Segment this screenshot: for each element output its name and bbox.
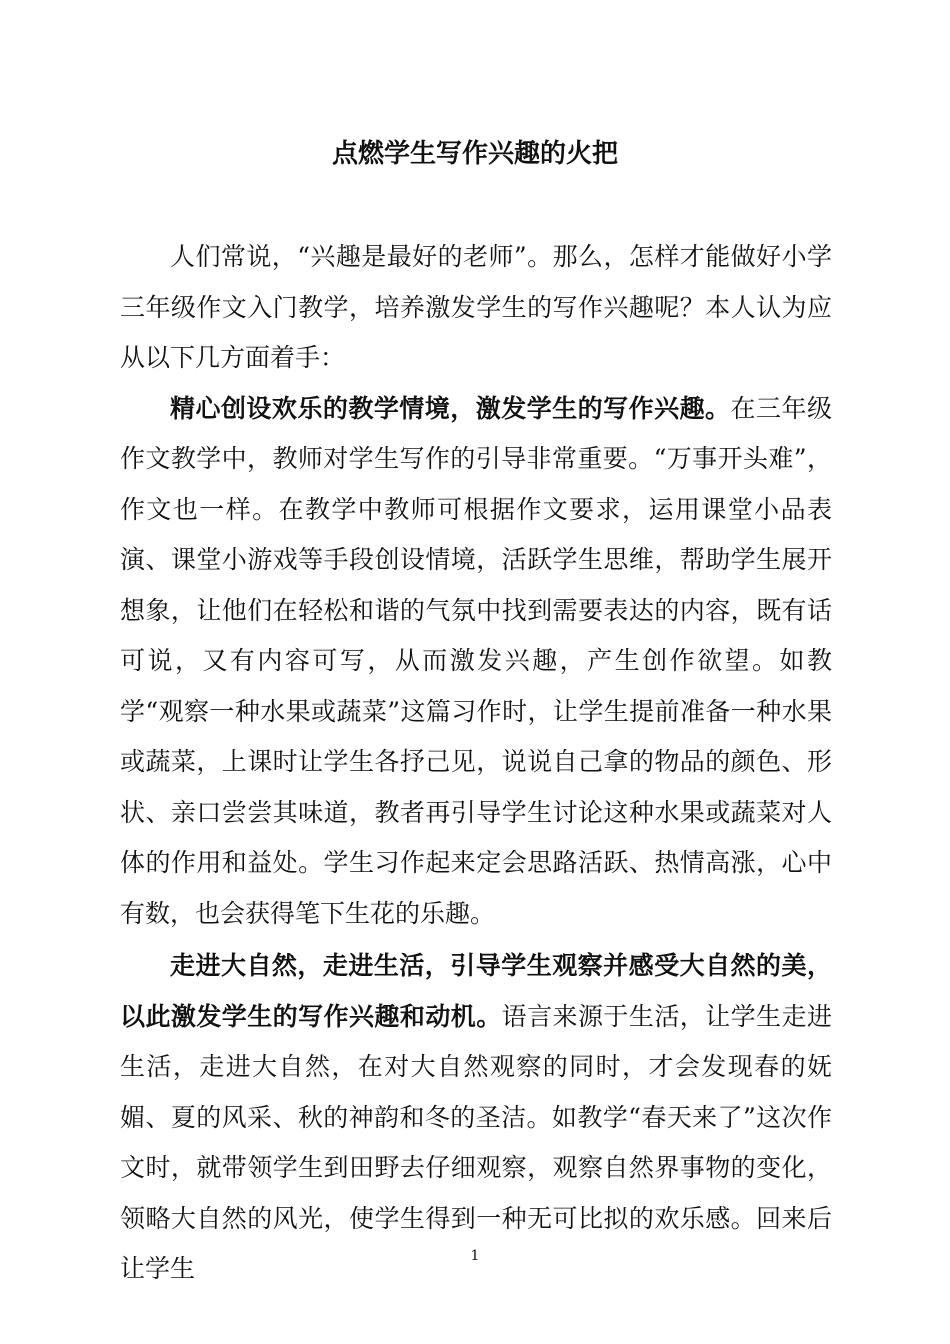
paragraph-heading: 精心创设欢乐的教学情境，激发学生的写作兴趣。: [170, 393, 731, 423]
paragraph-text: 在三年级作文教学中，教师对学生写作的引导非常重要。“万事开头难”，作文也一样。在教学中教师可根据作文要求，运用课堂小品表演、课堂小游戏等手段创设情境，活跃学生思维，帮助学生展开想象，让他们在轻松和谐的气氛中找到需要表达的内容，既有话可说，又有内容可写，从而激发兴趣，产生创作欲望。如教学“观察一种水果或蔬菜”这篇习作时，让学生提前准备一种水果或蔬菜，上课时让学生各抒己见，说说自己拿的物品的颜色、形状、亲口尝尝其味道，教者再引导学生讨论这种水果或蔬菜对人体的作用和益处。学生习作起来定会思路活跃、热情高涨，心中有数，也会获得笔下生花的乐趣。: [120, 393, 832, 928]
paragraph-nature: [120, 941, 832, 1295]
paragraph-teaching-situation: [120, 384, 832, 940]
document-title: 点燃学生写作兴趣的火把: [331, 139, 618, 169]
paragraph-text: 人们常说，“兴趣是最好的老师”。那么，怎样才能做好小学三年级作文入门教学，培养激发学生的写作兴趣呢？本人认为应从以下几方面着手：: [120, 242, 832, 372]
paragraph-intro: [120, 232, 832, 384]
paragraph-text: 语言来源于生活，让学生走进生活，走进大自然，在对大自然观察的同时，才会发现春的妩媚、夏的风采、秋的神韵和冬的圣洁。如教学“春天来了”这次作文时，就带领学生到田野去仔细观察，观察自然界事物的变化，领略大自然的风光，使学生得到一种无可比拟的欢乐感。回来后让学生: [120, 1001, 832, 1283]
page-number: 1: [470, 1248, 480, 1264]
paragraph-heading: 走进大自然，走进生活，引导学生观察并感受大自然的美，以此激发学生的写作兴趣和动机。: [120, 951, 832, 1031]
document-body: [120, 232, 832, 1295]
